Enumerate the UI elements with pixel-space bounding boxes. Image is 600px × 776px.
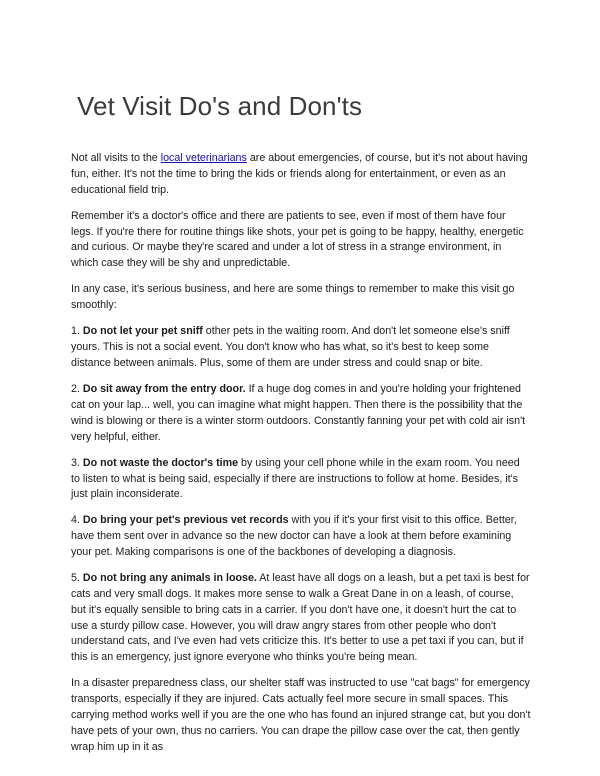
item-number: 2.	[71, 383, 83, 396]
intro-paragraph	[71, 151, 531, 198]
intro-text-before: Not all visits to the	[71, 152, 161, 164]
item-number: 5.	[71, 572, 83, 585]
list-item-5	[71, 571, 531, 666]
item-heading: Do not let your pet sniff	[82, 325, 203, 338]
item-text: At least have all dogs on a leash, but a pet taxi is best for cats and very small dogs. It makes more sense to walk a Great Dane in on a leash, of course, but it's equally sensible to bring cats in a carrier. If you don't have one, it doesn't hurt the cat to use a sturdy pillow case. However, you will draw angry stares from other people who don't understand cats, and I've even had vets criticize this. It's better to use a pet taxi if you can, but if this is an emergency, just ignore everyone who thinks you're being mean.	[71, 572, 530, 664]
item-text: by using your cell phone while in the exam room. You need to listen to what is being said, especially if there are instructions to follow at home. Besides, it's just plain inconsiderate.	[71, 456, 520, 501]
item-heading: Do bring your pet's previous vet records	[82, 514, 289, 527]
list-item-4	[71, 513, 531, 560]
paragraph-2: Remember it's a doctor's office and there are patients to see, even if most of them have four legs. If you're there for routine things like shots, your pet is going to be happy, healthy, energetic and curious. Or maybe they're scared and under a lot of stress in a strange environment, in which case they will be shy and unpredictable.	[71, 209, 524, 270]
paragraph-3: In any case, it's serious business, and here are some things to remember to make this visit go smoothly:	[71, 283, 515, 312]
item-heading: Do not bring any animals in loose.	[82, 572, 257, 585]
list-item-1	[71, 324, 531, 371]
intro-text-after: are about emergencies, of course, but it's not about having fun, either. It's not the time to bring the kids or friends along for entertainment, or even as an educational field trip.	[71, 152, 528, 196]
local-veterinarians-link[interactable]: local veterinarians	[160, 152, 247, 164]
item-heading: Do sit away from the entry door.	[82, 383, 246, 396]
item-number: 4.	[71, 514, 83, 527]
item-number: 3.	[71, 456, 83, 469]
list-item-2	[71, 382, 531, 445]
item-text: with you if it's your first visit to this office. Better, have them sent over in advance so the new doctor can have a look at them before examining your pet. Making comparisons is one of the backbones of developing a diagnosis.	[71, 514, 517, 559]
list-item-3	[71, 456, 531, 503]
item-heading: Do not waste the doctor's time	[82, 456, 239, 469]
last-paragraph: In a disaster preparedness class, our shelter staff was instructed to use "cat bags" for emergency transports, especially if they are injured. Cats actually feel more secure in small spaces. This carrying method works well if you are the one who has found an injured strange cat, but you don't have pets of your own, thus no carriers. You can drape the pillow case over the cat, then gently wrap him up in it as	[71, 677, 531, 753]
page-title: Vet Visit Do's and Don'ts	[77, 91, 363, 121]
article-body	[71, 151, 531, 766]
item-text: other pets in the waiting room. And don't let someone else's sniff yours. This is not a social event. You don't know who has what, so it's best to keep some distance between animals. Plus, some of them are under stress and could snap or bite.	[71, 325, 510, 369]
item-number: 1.	[71, 325, 83, 338]
item-text: If a huge dog comes in and you're holding your frightened cat on your lap... well, you can imagine what might happen. Then there is the possibility that the wind is blowing or there is a winter storm outdoors. Constantly fanning your pet with cold air isn't very helpful, either.	[71, 383, 526, 443]
